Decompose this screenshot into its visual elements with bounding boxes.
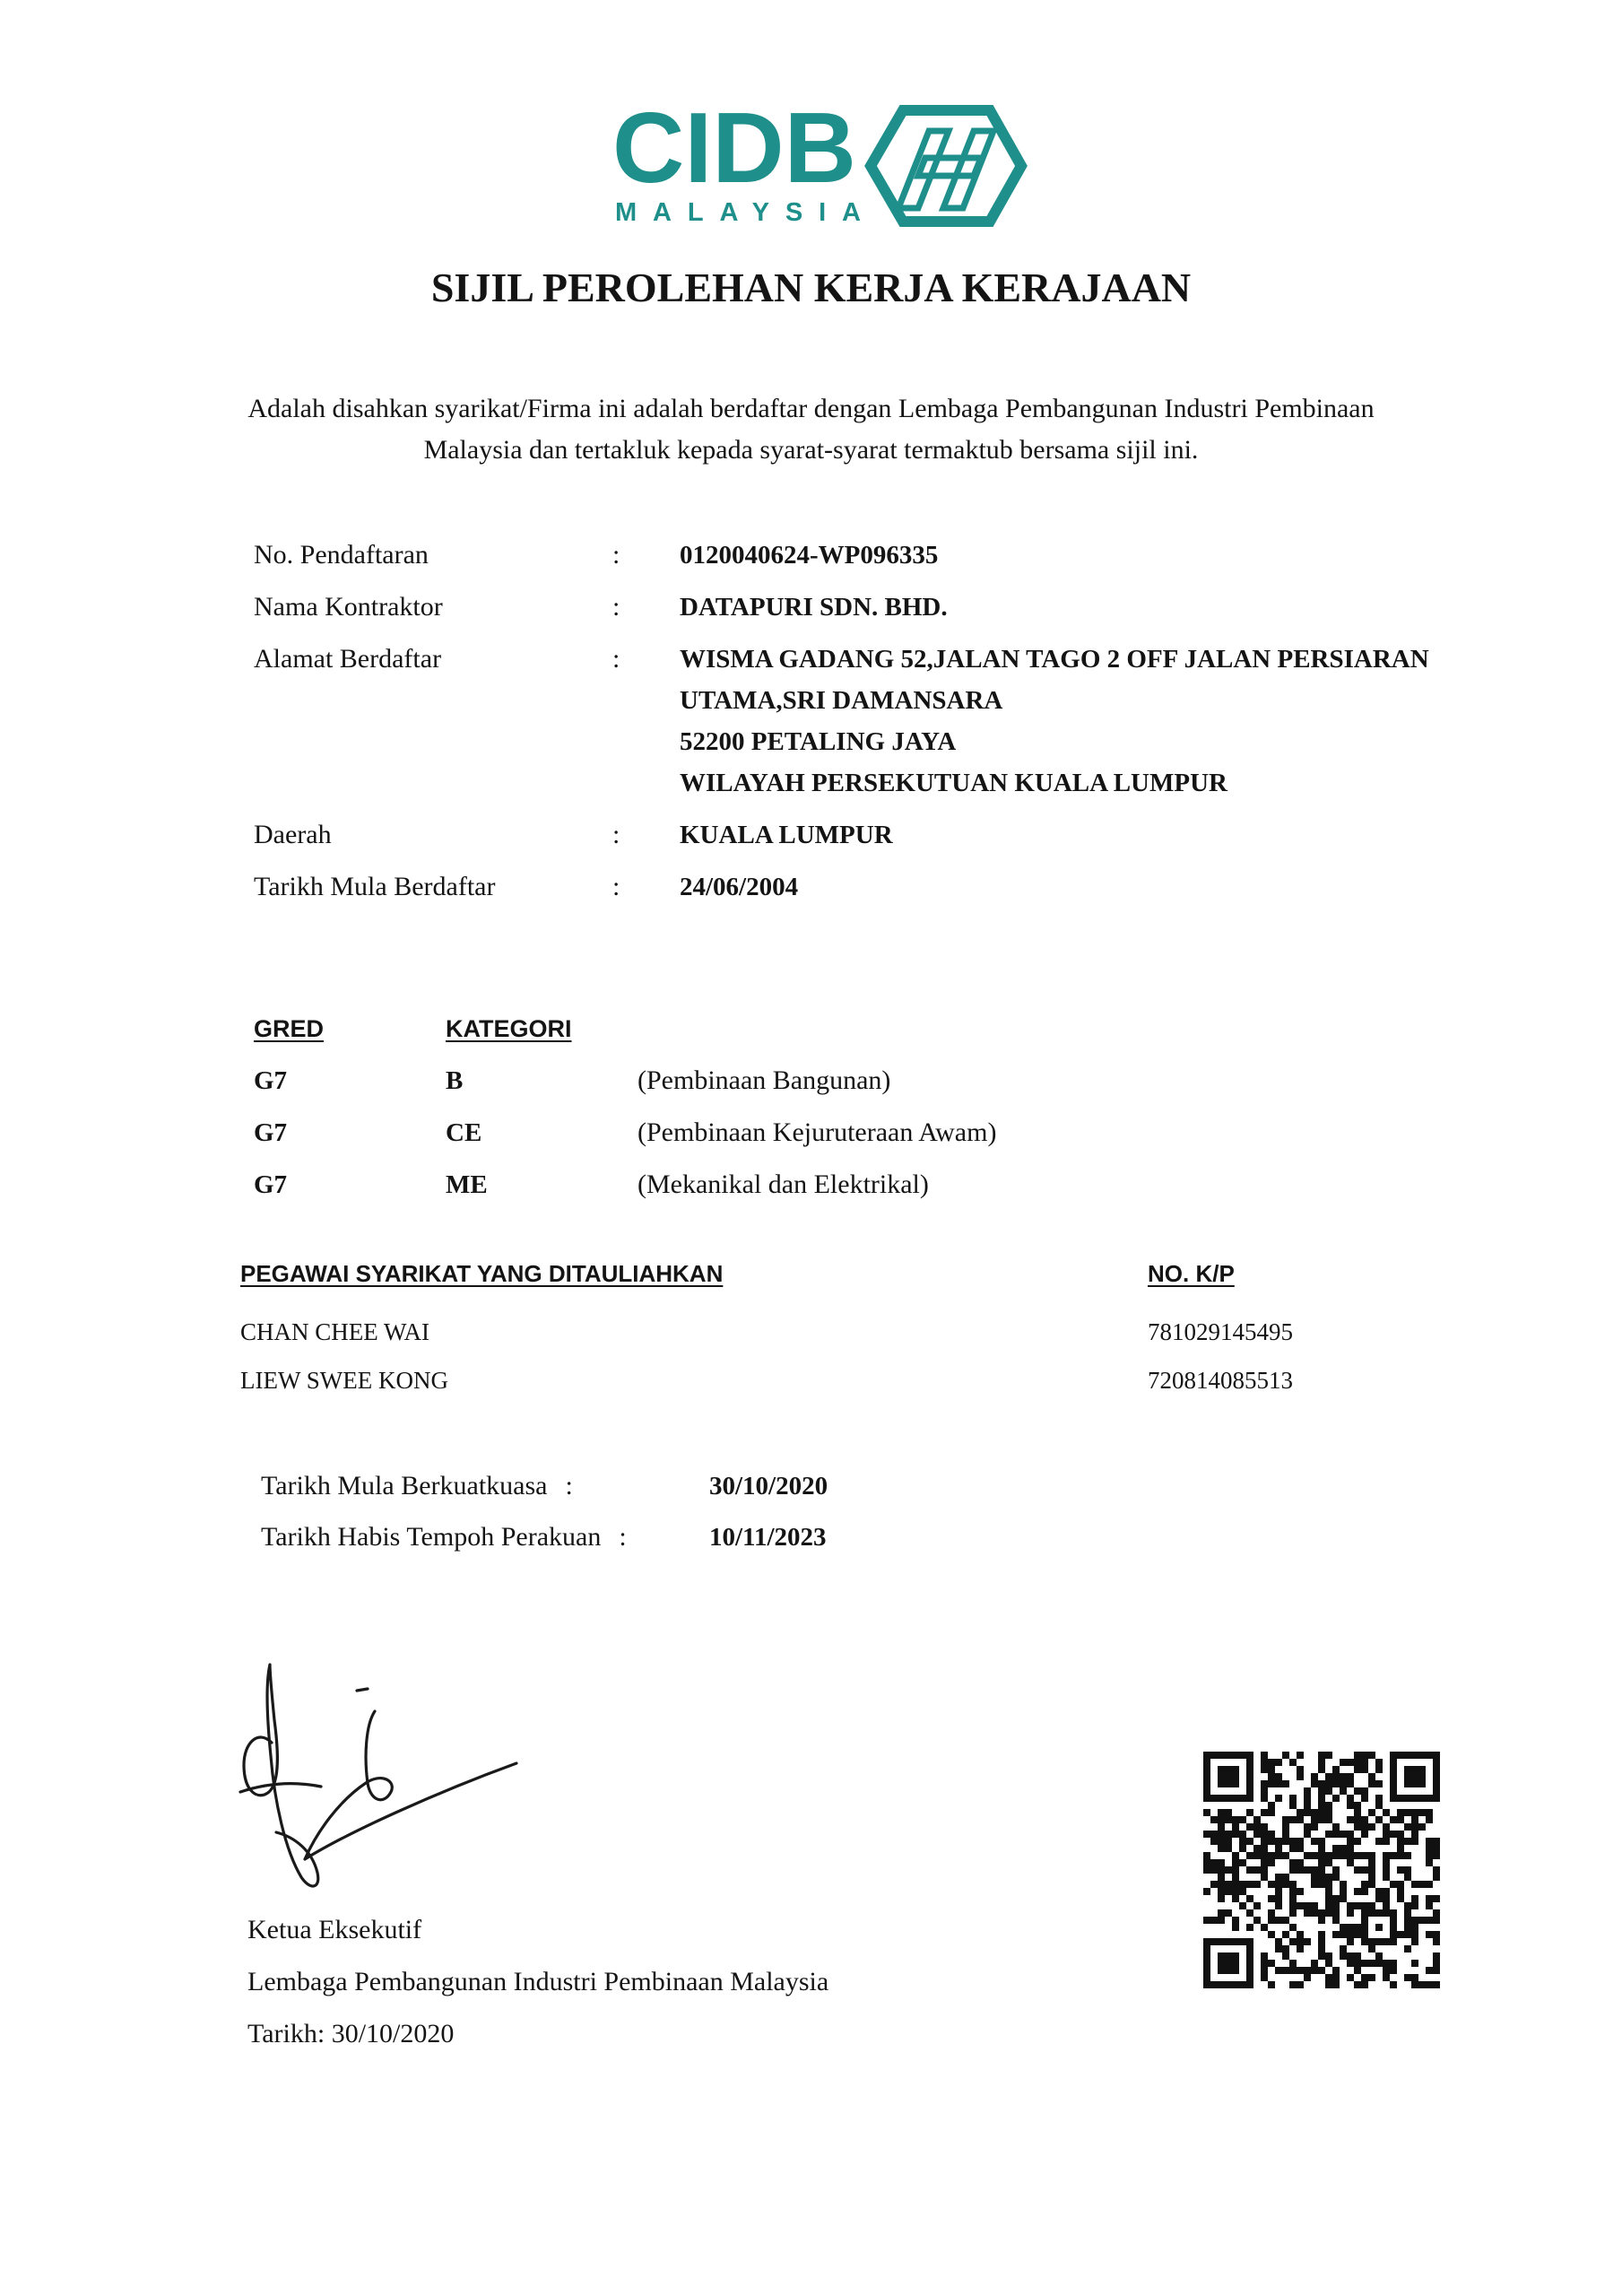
- grade-value: G7: [254, 1066, 288, 1095]
- field-registered-address: [254, 639, 1429, 804]
- officer-name: CHAN CHEE WAI: [240, 1318, 429, 1345]
- officer-name-header: PEGAWAI SYARIKAT YANG DITAULIAHKAN: [240, 1260, 724, 1287]
- field-label: Nama Kontraktor: [254, 592, 443, 622]
- field-separator: :: [612, 872, 620, 901]
- field-separator: :: [612, 592, 620, 622]
- logo-subtitle: MALAYSIA: [615, 198, 861, 227]
- registration-details: [254, 535, 1429, 918]
- address-line: UTAMA,SRI DAMANSARA: [680, 686, 1003, 715]
- validity-label: Tarikh Habis Tempoh Perakuan: [261, 1522, 602, 1552]
- grade-row: [254, 1112, 996, 1153]
- category-value: ME: [446, 1170, 488, 1199]
- intro-line: Adalah disahkan syarikat/Firma ini adalah berdaftar dengan Lembaga Pembangunan Industri Pembinaan: [247, 394, 1375, 423]
- category-value: CE: [446, 1118, 482, 1147]
- grade-row: [254, 1060, 996, 1101]
- officer-ic-header: NO. K/P: [1148, 1260, 1235, 1287]
- validity-expiry: [261, 1517, 978, 1558]
- field-district: [254, 814, 1429, 856]
- signatory-organisation: Lembaga Pembangunan Industri Pembinaan Malaysia: [247, 1967, 829, 1996]
- category-value: B: [446, 1066, 464, 1095]
- validity-value: 30/10/2020: [709, 1472, 828, 1500]
- officer-ic: 781029145495: [1148, 1318, 1293, 1345]
- validity-dates: [261, 1465, 978, 1568]
- category-description: (Mekanikal dan Elektrikal): [638, 1170, 929, 1199]
- field-value-line: 24/06/2004: [680, 873, 799, 901]
- field-value-line: 0120040624-WP096335: [680, 541, 939, 570]
- officer-table-header: [240, 1253, 1406, 1294]
- field-registration-date: [254, 866, 1429, 908]
- validity-label: Tarikh Mula Berkuatkuasa: [261, 1471, 548, 1500]
- field-value: [680, 866, 798, 908]
- hexagon-logo-icon: [871, 110, 1021, 222]
- grade-header: GRED: [254, 1015, 325, 1042]
- field-separator: :: [612, 820, 620, 849]
- category-header: KATEGORI: [446, 1015, 572, 1042]
- field-value: [680, 639, 1429, 804]
- address-line: WISMA GADANG 52,JALAN TAGO 2 OFF JALAN PERSIARAN: [680, 645, 1429, 674]
- certificate-title: SIJIL PEROLEHAN KERJA KERAJAAN: [430, 265, 1192, 310]
- grade-value: G7: [254, 1170, 288, 1199]
- officer-table: [240, 1253, 1406, 1410]
- field-value: [680, 587, 948, 628]
- field-separator: :: [612, 540, 620, 570]
- officer-row: [240, 1313, 1406, 1351]
- field-contractor-name: [254, 587, 1429, 628]
- grade-value: G7: [254, 1118, 288, 1147]
- validity-separator: :: [565, 1471, 573, 1500]
- category-description: (Pembinaan Bangunan): [638, 1065, 891, 1095]
- field-registration-number: [254, 535, 1429, 576]
- qr-modules: [1203, 1752, 1440, 1988]
- logo-wordmark: CIDB: [612, 102, 856, 204]
- field-label: Daerah: [254, 820, 332, 849]
- category-description: (Pembinaan Kejuruteraan Awam): [638, 1118, 997, 1147]
- address-line: 52200 PETALING JAYA: [680, 727, 957, 756]
- validity-value: 10/11/2023: [709, 1523, 827, 1552]
- officer-ic: 720814085513: [1148, 1367, 1293, 1394]
- cidb-logo: [610, 102, 1033, 230]
- field-separator: :: [612, 644, 620, 674]
- grade-table: [254, 1008, 996, 1216]
- qr-code: [1203, 1752, 1440, 1988]
- signatory-date: Tarikh: 30/10/2020: [247, 2019, 455, 2048]
- grade-row: [254, 1164, 996, 1205]
- officer-name: LIEW SWEE KONG: [240, 1367, 448, 1394]
- field-label: Alamat Berdaftar: [254, 644, 442, 674]
- field-value-line: DATAPURI SDN. BHD.: [680, 593, 948, 622]
- officer-row: [240, 1361, 1406, 1399]
- field-value-line: KUALA LUMPUR: [680, 821, 893, 849]
- signature: [231, 1657, 527, 1895]
- field-value: [680, 535, 938, 576]
- signatory-block: [247, 1909, 828, 2066]
- field-label: No. Pendaftaran: [254, 540, 429, 570]
- validity-separator: :: [619, 1522, 627, 1552]
- intro-paragraph: [0, 388, 1622, 471]
- validity-start: [261, 1465, 978, 1507]
- field-value: [680, 814, 893, 856]
- address-line: WILAYAH PERSEKUTUAN KUALA LUMPUR: [680, 769, 1227, 797]
- signatory-role: Ketua Eksekutif: [247, 1915, 422, 1944]
- intro-line: Malaysia dan tertakluk kepada syarat-syarat termaktub bersama sijil ini.: [423, 435, 1199, 465]
- field-label: Tarikh Mula Berdaftar: [254, 872, 496, 901]
- grade-table-header: [254, 1008, 996, 1049]
